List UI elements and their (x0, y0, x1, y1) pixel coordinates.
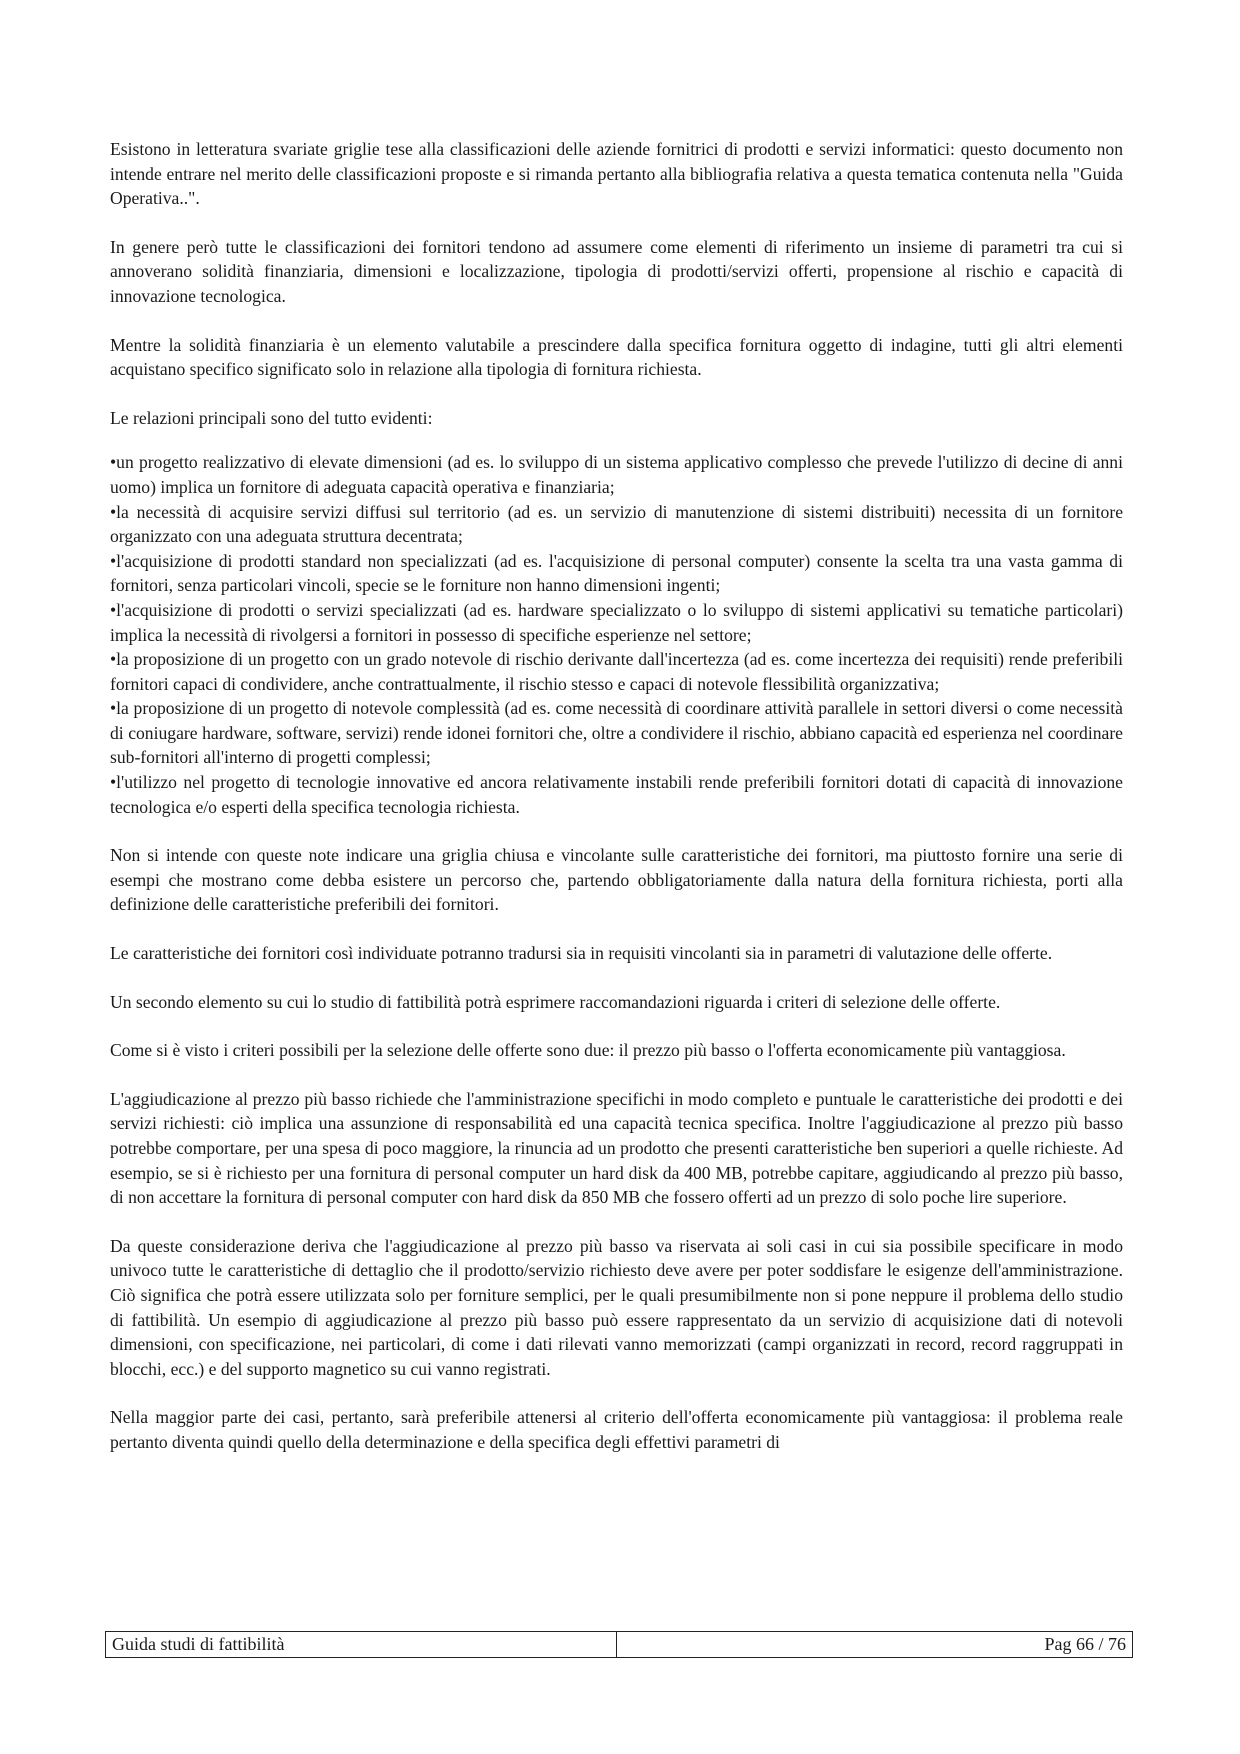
paragraph: In genere però tutte le classificazioni dei fornitori tendono ad assumere come elementi di riferimento un insieme di parametri tra cui si annoverano solidità finanziaria, dimensioni e localizzazione, tipologia di prodotti/servizi offerti, propensione al rischio e capacità di innovazione tecnologica. (110, 236, 1123, 306)
list-item: •la proposizione di un progetto di notevole complessità (ad es. come necessità di coordinare attività parallele in settori diversi o come necessità di coniugare hardware, software, servizi) rende idonei fornitori che, oltre a condividere il rischio, abbiano capacità ed esperienza nel coordinare sub-fornitori all'interno di progetti complessi; (110, 698, 1123, 768)
paragraph: Le caratteristiche dei fornitori così individuate potranno tradursi sia in requisiti vincolanti sia in parametri di valutazione delle offerte. (110, 943, 1053, 964)
paragraph: Non si intende con queste note indicare una griglia chiusa e vincolante sulle caratteristiche dei fornitori, ma piuttosto fornire una serie di esempi che mostrano come debba esistere un percorso che, partendo obbligatoriamente dalla natura della fornitura richiesta, porti alla definizione delle caratteristiche preferibili dei fornitori. (110, 845, 1123, 915)
list-item: •l'acquisizione di prodotti o servizi specializzati (ad es. hardware specializzato o lo sviluppo di sistemi applicativi su tematiche particolari) implica la necessità di rivolgersi a fornitori in possesso di specifiche esperienze nel settore; (110, 599, 1123, 645)
list-item: •l'acquisizione di prodotti standard non specializzati (ad es. l'acquisizione di personal computer) consente la scelta tra una vasta gamma di fornitori, senza particolari vincoli, specie se le forniture non hanno dimensioni ingenti; (110, 550, 1123, 596)
list-item: •un progetto realizzativo di elevate dimensioni (ad es. lo sviluppo di un sistema applicativo complesso che prevede l'utilizzo di decine di anni uomo) implica un fornitore di adeguata capacità operativa e finanziaria; (110, 452, 1123, 497)
paragraph: Mentre la solidità finanziaria è un elemento valutabile a prescindere dalla specifica fornitura oggetto di indagine, tutti gli altri elementi acquistano specifico significato solo in relazione alla tipologia di fornitura richiesta. (110, 334, 1123, 380)
list-item: •la proposizione di un progetto con un grado notevole di rischio derivante dall'incertezza (ad es. come incertezza dei requisiti) rende preferibili fornitori capaci di condividere, anche contrattualmente, il rischio stesso e capaci di notevole flessibilità organizzativa; (110, 649, 1123, 694)
paragraph: Da queste considerazione deriva che l'aggiudicazione al prezzo più basso va riservata ai soli casi in cui sia possibile specificare in modo univoco tutte le caratteristiche di dettaglio che il prodotto/servizio richiesto deve avere per poter soddisfare le esigenze dell'amministrazione. Ciò significa che potrà essere utilizzata solo per forniture semplici, per le quali presumibilmente non si pone neppure il problema dello studio di fattibilità. Un esempio di aggiudicazione al prezzo più basso può essere rappresentato da un servizio di acquisizione dati di notevoli dimensioni, con specificazione, nei particolari, di come i dati rilevati vanno memorizzati (campi organizzati in record, record raggruppati in blocchi, ecc.) e del supporto magnetico su cui vanno registrati. (110, 1235, 1123, 1379)
paragraph: Esistono in letteratura svariate griglie tese alla classificazioni delle aziende fornitrici di prodotti e servizi informatici: questo documento non intende entrare nel merito delle classificazioni proposte e si rimanda pertanto alla bibliografia relativa a questa tematica contenuta nella "Guida Operativa..". (110, 139, 1123, 209)
page-footer (105, 1631, 1133, 1658)
page-number: Pag 66 / 76 (1044, 1634, 1126, 1654)
body-text (110, 137, 1123, 1479)
footer-title: Guida studi di fattibilità (106, 1632, 617, 1657)
paragraph: Come si è visto i criteri possibili per la selezione delle offerte sono due: il prezzo più basso o l'offerta economicamente più vantaggiosa. (110, 1040, 1066, 1061)
paragraph: Un secondo elemento su cui lo studio di fattibilità potrà esprimere raccomandazioni riguarda i criteri di selezione delle offerte. (110, 991, 1001, 1012)
paragraph: Le relazioni principali sono del tutto evidenti: (110, 407, 433, 428)
bullet-list (110, 450, 1123, 819)
paragraph: Nella maggior parte dei casi, pertanto, sarà preferibile attenersi al criterio dell'offerta economicamente più vantaggiosa: il problema reale pertanto diventa quindi quello della determinazione e della specifica degli effettivi parametri di (110, 1407, 1123, 1452)
list-item: •la necessità di acquisire servizi diffusi sul territorio (ad es. un servizio di manutenzione di sistemi distribuiti) necessita di un fornitore organizzato con una adeguata struttura decentrata; (110, 501, 1123, 547)
list-item: •l'utilizzo nel progetto di tecnologie innovative ed ancora relativamente instabili rende preferibili fornitori dotati di capacità di innovazione tecnologica e/o esperti della specifica tecnologia richiesta. (110, 772, 1123, 817)
paragraph: L'aggiudicazione al prezzo più basso richiede che l'amministrazione specifichi in modo completo e puntuale le caratteristiche dei prodotti e dei servizi richiesti: ciò implica una assunzione di responsabilità ed una capacità tecnica specifica. Inoltre l'aggiudicazione al prezzo più basso potrebbe comportare, per una spesa di poco maggiore, la rinuncia ad un prodotto che presenti caratteristiche ben superiori a quelle richieste. Ad esempio, se si è richiesto per una fornitura di personal computer un hard disk da 400 MB, potrebbe capitare, aggiudicando al prezzo più basso, di non accettare la fornitura di personal computer con hard disk da 850 MB che fossero offerti ad un prezzo di solo poche lire superiore. (110, 1088, 1123, 1208)
